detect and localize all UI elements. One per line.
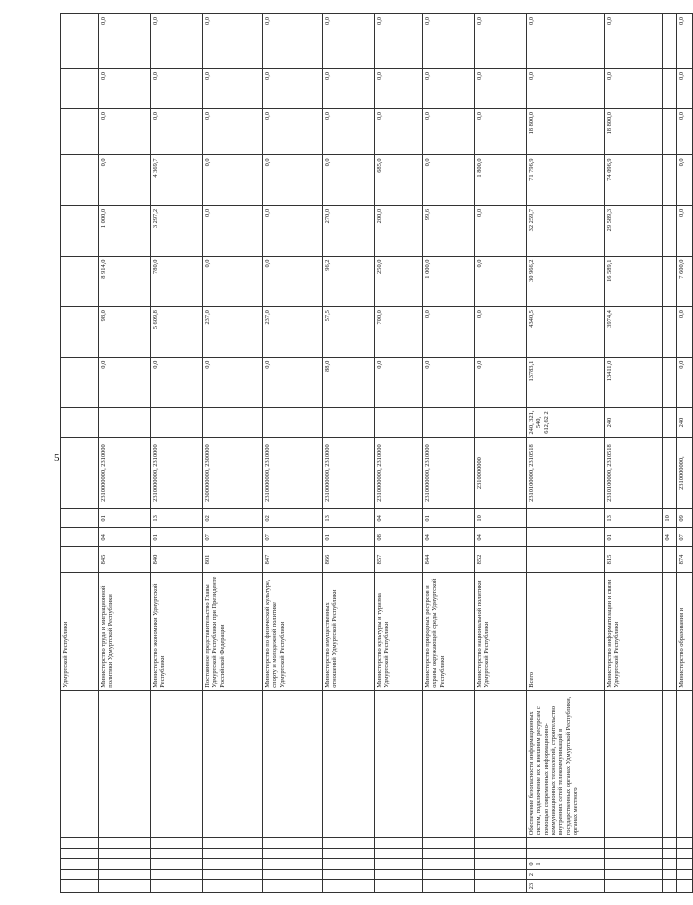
amount-cell: 57,5 bbox=[323, 307, 375, 358]
code-cell: 2310000000, 2310000 bbox=[323, 437, 375, 509]
code-cell bbox=[527, 838, 605, 849]
code-cell bbox=[61, 437, 99, 509]
code-cell bbox=[475, 869, 527, 880]
code-cell bbox=[99, 859, 151, 870]
amount-cell: 0,0 bbox=[323, 155, 375, 206]
code-cell bbox=[263, 859, 323, 870]
code-cell: 2300000000, 2300000 bbox=[203, 437, 263, 509]
amount-cell: 16 589,1 bbox=[605, 256, 663, 307]
amount-cell: 0,0 bbox=[677, 205, 693, 256]
amount-cell: 8 914,0 bbox=[99, 256, 151, 307]
code-cell bbox=[61, 880, 99, 893]
code-cell: 847 bbox=[263, 547, 323, 572]
code-cell: 04 bbox=[375, 509, 423, 528]
code-cell bbox=[375, 869, 423, 880]
amount-cell: 0,0 bbox=[677, 68, 693, 108]
amount-cell: 0,0 bbox=[151, 109, 203, 155]
amount-cell: 0,0 bbox=[323, 14, 375, 69]
executor-cell: Министерство национальной политики Удмуртской Республики bbox=[475, 572, 527, 690]
activity-cell bbox=[605, 690, 663, 838]
amount-cell: 0,0 bbox=[99, 14, 151, 69]
code-cell bbox=[203, 408, 263, 438]
code-cell bbox=[61, 408, 99, 438]
executor-cell: Министерство природных ресурсов и охраны окружающей среды Удмуртской Республики bbox=[423, 572, 475, 690]
amount-cell: 0,0 bbox=[527, 14, 605, 69]
code-cell bbox=[663, 869, 677, 880]
amount-cell: 0,0 bbox=[99, 68, 151, 108]
amount-cell: 0,0 bbox=[475, 14, 527, 69]
code-cell: 01 bbox=[151, 528, 203, 547]
table-row bbox=[203, 14, 263, 893]
code-cell bbox=[323, 859, 375, 870]
code-cell bbox=[375, 408, 423, 438]
code-cell: 240 bbox=[605, 408, 663, 438]
table-row bbox=[677, 14, 693, 893]
amount-cell: 0,0 bbox=[423, 155, 475, 206]
amount-cell bbox=[663, 68, 677, 108]
amount-cell: 0,0 bbox=[263, 68, 323, 108]
executor-cell: Постоянное представительство Главы Удмуртской Республики при Президенте Российской Федерации bbox=[203, 572, 263, 690]
code-cell: 13 bbox=[605, 509, 663, 528]
code-cell bbox=[323, 880, 375, 893]
amount-cell: 0,0 bbox=[203, 109, 263, 155]
amount-cell: 71 796,9 bbox=[527, 155, 605, 206]
code-cell: 845 bbox=[99, 547, 151, 572]
activity-cell bbox=[203, 690, 263, 838]
code-cell: 04 bbox=[663, 528, 677, 547]
code-cell: 01 bbox=[99, 509, 151, 528]
code-cell bbox=[151, 859, 203, 870]
code-cell: 844 bbox=[423, 547, 475, 572]
code-cell: 07 bbox=[203, 528, 263, 547]
code-cell bbox=[475, 408, 527, 438]
code-cell bbox=[151, 408, 203, 438]
amount-cell bbox=[663, 155, 677, 206]
code-cell: 2310000000, 2310000 bbox=[375, 437, 423, 509]
amount-cell: 0,0 bbox=[475, 357, 527, 408]
code-cell: 2310000000, 2310000 bbox=[99, 437, 151, 509]
code-cell bbox=[677, 880, 693, 893]
activity-cell bbox=[99, 690, 151, 838]
budget-table bbox=[60, 13, 693, 893]
table-row bbox=[475, 14, 527, 893]
code-cell bbox=[663, 547, 677, 572]
code-cell bbox=[263, 848, 323, 859]
executor-cell: Всего bbox=[527, 572, 605, 690]
amount-cell bbox=[61, 109, 99, 155]
table-row bbox=[151, 14, 203, 893]
code-cell: 02 bbox=[203, 509, 263, 528]
amount-cell: 0,0 bbox=[263, 109, 323, 155]
amount-cell: 0,0 bbox=[203, 14, 263, 69]
code-cell bbox=[263, 838, 323, 849]
code-cell bbox=[605, 838, 663, 849]
amount-cell: 0,0 bbox=[99, 155, 151, 206]
code-cell bbox=[263, 880, 323, 893]
code-cell bbox=[99, 838, 151, 849]
amount-cell: 0,0 bbox=[151, 14, 203, 69]
code-cell bbox=[423, 859, 475, 870]
code-cell bbox=[423, 848, 475, 859]
amount-cell: 18 800,0 bbox=[605, 109, 663, 155]
code-cell: 240, 321, 540, 612,62 2 bbox=[527, 408, 605, 438]
code-cell bbox=[375, 880, 423, 893]
code-cell: 23 bbox=[527, 880, 605, 893]
amount-cell: 0,0 bbox=[475, 307, 527, 358]
amount-cell bbox=[61, 155, 99, 206]
activity-cell bbox=[375, 690, 423, 838]
amount-cell: 0,0 bbox=[203, 68, 263, 108]
amount-cell: 18 800,0 bbox=[527, 109, 605, 155]
code-cell bbox=[663, 437, 677, 509]
amount-cell: 1 800,0 bbox=[475, 155, 527, 206]
amount-cell: 98,0 bbox=[99, 307, 151, 358]
table-body bbox=[61, 14, 693, 893]
amount-cell: 0,0 bbox=[203, 155, 263, 206]
code-cell bbox=[203, 869, 263, 880]
amount-cell: 99,6 bbox=[423, 205, 475, 256]
amount-cell: 0,0 bbox=[323, 109, 375, 155]
amount-cell: 0,0 bbox=[677, 155, 693, 206]
code-cell bbox=[475, 859, 527, 870]
code-cell: 07 bbox=[263, 528, 323, 547]
rotated-table bbox=[60, 13, 693, 893]
code-cell bbox=[99, 880, 151, 893]
executor-cell: Министерство экономики Удмуртской Республики bbox=[151, 572, 203, 690]
code-cell bbox=[263, 869, 323, 880]
amount-cell bbox=[663, 14, 677, 69]
code-cell: 2310000000, 2310000 bbox=[423, 437, 475, 509]
code-cell: 08 bbox=[375, 528, 423, 547]
amount-cell: 0,0 bbox=[263, 155, 323, 206]
activity-cell bbox=[323, 690, 375, 838]
code-cell bbox=[663, 408, 677, 438]
executor-cell: Министерство информатизации и связи Удмуртской Республики bbox=[605, 572, 663, 690]
code-cell bbox=[61, 547, 99, 572]
code-cell bbox=[663, 880, 677, 893]
code-cell bbox=[151, 838, 203, 849]
executor-cell: Министерство имущественных отношений Удмуртской Республики bbox=[323, 572, 375, 690]
amount-cell: 237,0 bbox=[203, 307, 263, 358]
code-cell bbox=[61, 509, 99, 528]
amount-cell: 685,0 bbox=[375, 155, 423, 206]
amount-cell: 200,0 bbox=[375, 205, 423, 256]
code-cell bbox=[677, 869, 693, 880]
code-cell: 02 bbox=[263, 509, 323, 528]
code-cell bbox=[475, 880, 527, 893]
amount-cell: 700,0 bbox=[375, 307, 423, 358]
code-cell: 2310000000, 2310000 bbox=[263, 437, 323, 509]
amount-cell: 0,0 bbox=[677, 14, 693, 69]
code-cell bbox=[203, 838, 263, 849]
amount-cell: 88,0 bbox=[323, 357, 375, 408]
code-cell bbox=[605, 880, 663, 893]
code-cell bbox=[423, 880, 475, 893]
table-row bbox=[423, 14, 475, 893]
amount-cell: 0,0 bbox=[423, 357, 475, 408]
amount-cell: 0,0 bbox=[263, 205, 323, 256]
code-cell bbox=[527, 509, 605, 528]
code-cell: 10 bbox=[475, 509, 527, 528]
code-cell bbox=[323, 869, 375, 880]
amount-cell: 30 966,2 bbox=[527, 256, 605, 307]
amount-cell: 0,0 bbox=[375, 357, 423, 408]
amount-cell bbox=[61, 256, 99, 307]
activity-cell bbox=[677, 690, 693, 838]
amount-cell bbox=[663, 205, 677, 256]
code-cell bbox=[151, 869, 203, 880]
amount-cell: 0,0 bbox=[475, 109, 527, 155]
amount-cell: 4 369,7 bbox=[151, 155, 203, 206]
code-cell bbox=[151, 880, 203, 893]
amount-cell bbox=[663, 256, 677, 307]
amount-cell bbox=[61, 205, 99, 256]
activity-cell bbox=[151, 690, 203, 838]
page-number: 5 bbox=[54, 452, 60, 464]
code-cell bbox=[61, 859, 99, 870]
amount-cell: 0,0 bbox=[203, 357, 263, 408]
amount-cell bbox=[663, 357, 677, 408]
executor-cell: Министерство образования и bbox=[677, 572, 693, 690]
amount-cell: 0,0 bbox=[375, 109, 423, 155]
code-cell bbox=[61, 848, 99, 859]
code-cell bbox=[423, 408, 475, 438]
amount-cell: 0,0 bbox=[423, 14, 475, 69]
code-cell: 874 bbox=[677, 547, 693, 572]
code-cell bbox=[203, 859, 263, 870]
amount-cell: 0,0 bbox=[263, 256, 323, 307]
code-cell: 240 bbox=[677, 408, 693, 438]
table-row bbox=[263, 14, 323, 893]
code-cell bbox=[527, 547, 605, 572]
amount-cell: 3 297,2 bbox=[151, 205, 203, 256]
code-cell: 857 bbox=[375, 547, 423, 572]
code-cell: 04 bbox=[423, 528, 475, 547]
table-row bbox=[375, 14, 423, 893]
code-cell: 815 bbox=[605, 547, 663, 572]
activity-cell bbox=[663, 690, 677, 838]
code-cell: 04 bbox=[475, 528, 527, 547]
code-cell bbox=[375, 859, 423, 870]
amount-cell: 0,0 bbox=[475, 205, 527, 256]
code-cell: 840 bbox=[151, 547, 203, 572]
amount-cell: 0,0 bbox=[375, 14, 423, 69]
amount-cell: 0,0 bbox=[423, 68, 475, 108]
amount-cell bbox=[61, 14, 99, 69]
amount-cell: 0,0 bbox=[677, 357, 693, 408]
code-cell bbox=[527, 848, 605, 859]
amount-cell: 0,0 bbox=[423, 109, 475, 155]
amount-cell: 0,0 bbox=[605, 14, 663, 69]
code-cell: 801 bbox=[203, 547, 263, 572]
amount-cell: 0,0 bbox=[151, 68, 203, 108]
table-row bbox=[527, 14, 605, 893]
table-row bbox=[663, 14, 677, 893]
amount-cell: 0,0 bbox=[677, 307, 693, 358]
code-cell: 13 bbox=[151, 509, 203, 528]
amount-cell: 74 096,9 bbox=[605, 155, 663, 206]
amount-cell: 0,0 bbox=[99, 357, 151, 408]
activity-cell bbox=[263, 690, 323, 838]
code-cell bbox=[475, 848, 527, 859]
amount-cell: 32 259,7 bbox=[527, 205, 605, 256]
amount-cell: 3974,4 bbox=[605, 307, 663, 358]
code-cell: 01 bbox=[527, 859, 605, 870]
amount-cell: 0,0 bbox=[203, 256, 263, 307]
code-cell bbox=[663, 848, 677, 859]
amount-cell: 0,0 bbox=[475, 68, 527, 108]
amount-cell: 780,0 bbox=[151, 256, 203, 307]
code-cell bbox=[663, 859, 677, 870]
code-cell: 2310000000, 2310000 bbox=[151, 437, 203, 509]
code-cell bbox=[323, 408, 375, 438]
amount-cell bbox=[663, 307, 677, 358]
code-cell bbox=[323, 838, 375, 849]
amount-cell: 0,0 bbox=[475, 256, 527, 307]
amount-cell: 13411,0 bbox=[605, 357, 663, 408]
executor-cell: Министерство культуры и туризма Удмуртской Республики bbox=[375, 572, 423, 690]
table-row bbox=[605, 14, 663, 893]
amount-cell bbox=[61, 357, 99, 408]
executor-cell: Министерство труда и миграционной политики Удмуртской Республики bbox=[99, 572, 151, 690]
code-cell bbox=[151, 848, 203, 859]
code-cell: 2310000000, bbox=[677, 437, 693, 509]
code-cell bbox=[605, 848, 663, 859]
code-cell: 13 bbox=[323, 509, 375, 528]
code-cell bbox=[263, 408, 323, 438]
amount-cell: 0,0 bbox=[375, 68, 423, 108]
code-cell: 2 bbox=[527, 869, 605, 880]
code-cell: 01 bbox=[605, 528, 663, 547]
code-cell bbox=[605, 859, 663, 870]
amount-cell bbox=[61, 68, 99, 108]
code-cell bbox=[99, 408, 151, 438]
amount-cell: 96,2 bbox=[323, 256, 375, 307]
code-cell bbox=[375, 848, 423, 859]
code-cell: 2310000000 bbox=[475, 437, 527, 509]
activity-cell bbox=[423, 690, 475, 838]
code-cell: 07 bbox=[677, 528, 693, 547]
amount-cell: 0,0 bbox=[527, 68, 605, 108]
table-row bbox=[323, 14, 375, 893]
code-cell bbox=[203, 880, 263, 893]
code-cell bbox=[375, 838, 423, 849]
code-cell: 852 bbox=[475, 547, 527, 572]
amount-cell: 270,0 bbox=[323, 205, 375, 256]
amount-cell: 0,0 bbox=[677, 109, 693, 155]
code-cell bbox=[203, 848, 263, 859]
amount-cell: 0,0 bbox=[203, 205, 263, 256]
table-row bbox=[99, 14, 151, 893]
code-cell bbox=[61, 869, 99, 880]
executor-cell: Удмуртской Республики bbox=[61, 572, 99, 690]
code-cell bbox=[677, 848, 693, 859]
amount-cell: 0,0 bbox=[99, 109, 151, 155]
code-cell bbox=[61, 838, 99, 849]
amount-cell: 0,0 bbox=[323, 68, 375, 108]
amount-cell: 0,0 bbox=[605, 68, 663, 108]
code-cell bbox=[99, 869, 151, 880]
code-cell: 04 bbox=[99, 528, 151, 547]
code-cell bbox=[527, 528, 605, 547]
code-cell: 10 bbox=[663, 509, 677, 528]
amount-cell: 13783,1 bbox=[527, 357, 605, 408]
activity-cell bbox=[61, 690, 99, 838]
amount-cell: 7 600,0 bbox=[677, 256, 693, 307]
amount-cell bbox=[61, 307, 99, 358]
code-cell: 01 bbox=[423, 509, 475, 528]
code-cell: 2310100000, 2310518 bbox=[527, 437, 605, 509]
code-cell bbox=[423, 869, 475, 880]
amount-cell: 5 609,8 bbox=[151, 307, 203, 358]
code-cell: 866 bbox=[323, 547, 375, 572]
code-cell bbox=[99, 848, 151, 859]
amount-cell: 250,0 bbox=[375, 256, 423, 307]
amount-cell: 29 589,3 bbox=[605, 205, 663, 256]
amount-cell: 0,0 bbox=[263, 14, 323, 69]
code-cell bbox=[677, 838, 693, 849]
activity-cell: Обеспечение безопасности информационных систем, подключение их к внешним ресурсам с помощью современных информационно-коммуникационных технологий, строительство внутренних сетей телекоммуникаций в государственных органах Удмуртской Республики, органах местного bbox=[527, 690, 605, 838]
code-cell: 01 bbox=[323, 528, 375, 547]
code-cell bbox=[605, 869, 663, 880]
code-cell bbox=[423, 838, 475, 849]
code-cell bbox=[475, 838, 527, 849]
amount-cell: 237,0 bbox=[263, 307, 323, 358]
amount-cell: 0,0 bbox=[151, 357, 203, 408]
activity-cell bbox=[475, 690, 527, 838]
code-cell bbox=[677, 859, 693, 870]
code-cell: 2310100000, 2310518 bbox=[605, 437, 663, 509]
amount-cell: 0,0 bbox=[263, 357, 323, 408]
amount-cell: 4340,5 bbox=[527, 307, 605, 358]
code-cell bbox=[61, 528, 99, 547]
amount-cell: 1 000,0 bbox=[99, 205, 151, 256]
executor-cell: Министерство по физической культуре, спорту и молодежной политике Удмуртской Республики bbox=[263, 572, 323, 690]
amount-cell: 1 000,0 bbox=[423, 256, 475, 307]
table-row bbox=[61, 14, 99, 893]
code-cell: 09 bbox=[677, 509, 693, 528]
code-cell bbox=[323, 848, 375, 859]
executor-cell bbox=[663, 572, 677, 690]
code-cell bbox=[663, 838, 677, 849]
amount-cell: 0,0 bbox=[423, 307, 475, 358]
amount-cell bbox=[663, 109, 677, 155]
